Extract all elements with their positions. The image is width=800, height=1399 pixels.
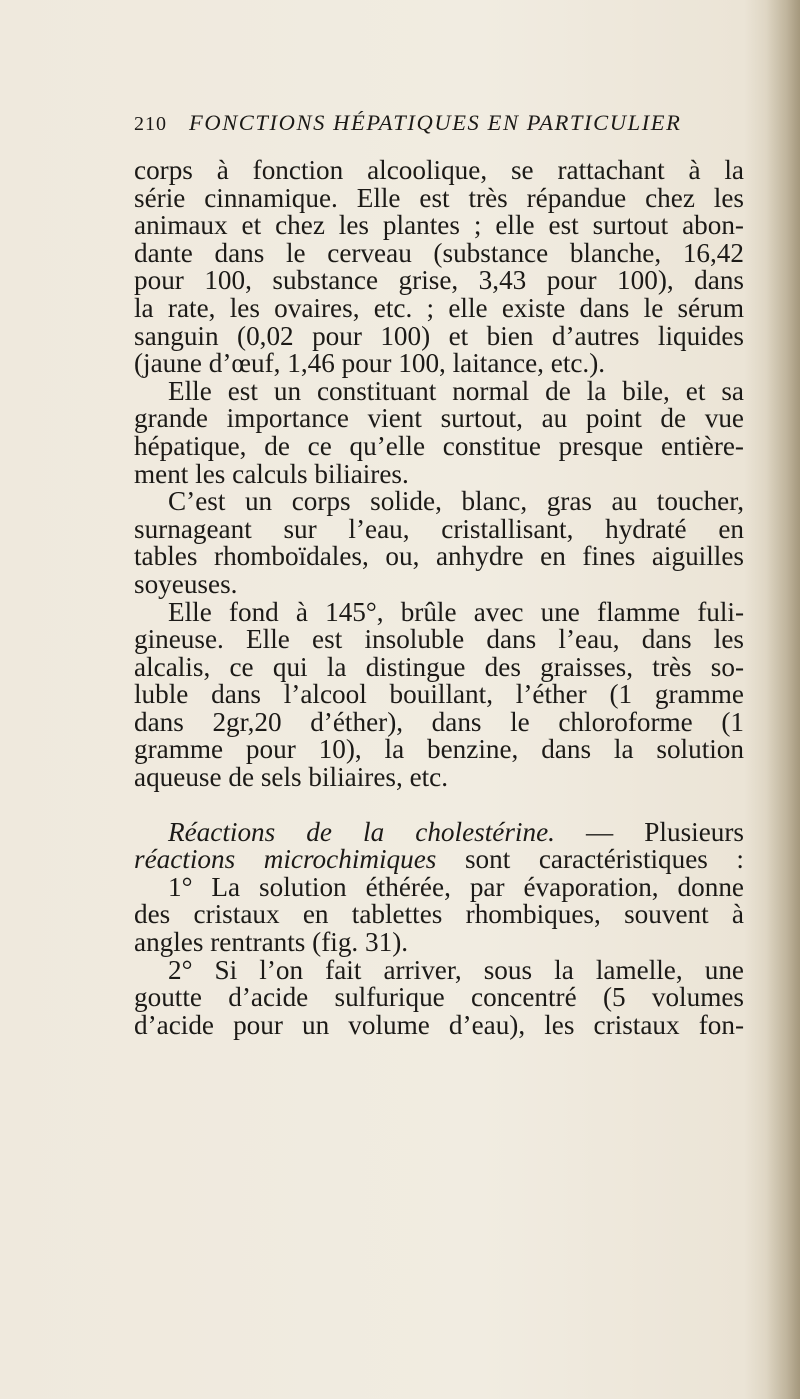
page-edge-shadow [766,0,800,1399]
text-line: dans 2gr,20 d’éther), dans le chloroforme (1 [134,706,744,737]
page-number: 210 [134,113,167,135]
text-line: la rate, les ovaires, etc. ; elle existe dans le sérum [134,292,744,323]
text-line: gineuse. Elle est insoluble dans l’eau, dans les [134,624,744,655]
body-text [134,157,744,1039]
text-line: C’est un corps solide, blanc, gras au toucher, [168,486,744,517]
text-line: pour 100, substance grise, 3,43 pour 100), dans [134,265,744,296]
text-line: angles rentrants (fig. 31). [134,927,409,958]
text-line: grande importance vient surtout, au point de vue [134,403,744,434]
text-line: animaux et chez les plantes ; elle est surtout abon- [134,210,744,241]
text-line: série cinnamique. Elle est très répandue chez les [134,182,744,213]
emphasis-text: réactions microchimiques [134,844,437,875]
text-line: Elle fond à 145°, brûle avec une flamme fuli- [168,596,744,627]
section-heading-rest: — Plusieurs [554,816,745,847]
text-line: d’acide pour un volume d’eau), les cristaux fon- [134,1009,744,1040]
running-header [134,110,744,150]
section-heading: Réactions de la cholestérine. [168,816,555,847]
running-title: FONCTIONS HÉPATIQUES EN PARTICULIER [189,110,682,135]
text-line: soyeuses. [134,568,238,599]
text-line: tables rhomboïdales, ou, anhydre en fines aiguilles [134,541,744,572]
text-line: ment les calculs biliaires. [134,458,409,489]
text-line: hépatique, de ce qu’elle constitue presque entière- [134,430,744,461]
text-line: alcalis, ce qui la distingue des graisses, très so- [134,651,744,682]
text-line: aqueuse de sels biliaires, etc. [134,762,449,793]
text-run: sont caractéristiques : [436,844,744,875]
text-line: sanguin (0,02 pour 100) et bien d’autres liquides [134,320,744,351]
text-line: 2° Si l’on fait arriver, sous la lamelle, une [168,954,744,985]
section-heading-line [134,816,745,847]
text-line: 1° La solution éthérée, par évaporation, donne [168,871,744,902]
text-line: dante dans le cerveau (substance blanche, 16,42 [134,237,744,268]
text-line: surnageant sur l’eau, cristallisant, hydraté en [134,513,744,544]
text-line [134,846,744,874]
text-line: Elle est un constituant normal de la bile, et sa [168,375,744,406]
text-line: gramme pour 10), la benzine, dans la solution [134,734,744,765]
text-line: goutte d’acide sulfurique concentré (5 volumes [134,982,744,1013]
text-line: des cristaux en tablettes rhombiques, souvent à [134,899,744,930]
paragraph-gap [134,792,744,819]
text-line: (jaune d’œuf, 1,46 pour 100, laitance, etc.). [134,348,606,379]
text-line: corps à fonction alcoolique, se rattachant à la [134,155,744,185]
text-line: luble dans l’alcool bouillant, l’éther (1 gramme [134,679,744,710]
